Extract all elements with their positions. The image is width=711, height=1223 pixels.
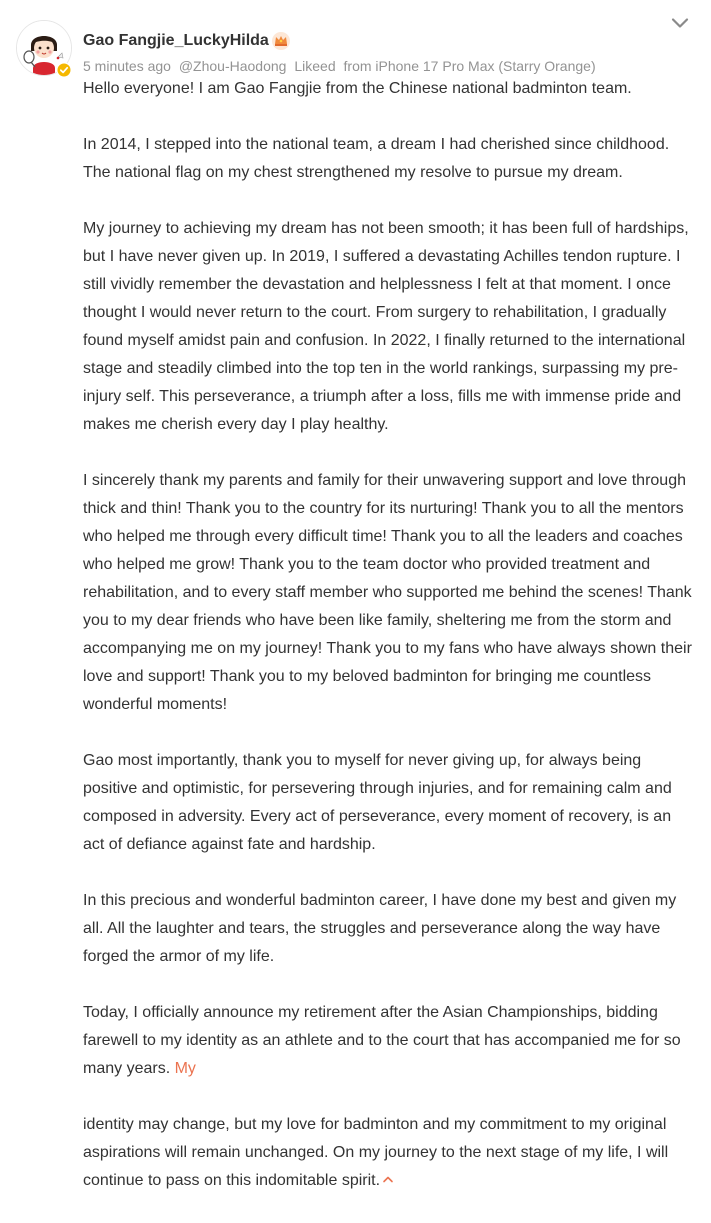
post-paragraph: In 2014, I stepped into the national team, a dream I had cherished since childhood. The national flag on my chest strengthened my resolve to pursue my dream.: [83, 136, 670, 181]
post-paragraph-with-link: [83, 999, 693, 1083]
post-paragraph-text: identity may change, but my love for badminton and my commitment to my original aspirations will remain unchanged. On my journey to the next stage of my life, I will continue to pass on this indomitable spirit.: [83, 1116, 669, 1189]
mention-link[interactable]: @Zhou-Haodong: [178, 58, 287, 74]
post-paragraph: Hello everyone! I am Gao Fangjie from the Chinese national badminton team.: [83, 80, 632, 97]
post-time: 5 minutes ago: [83, 58, 171, 74]
my-link[interactable]: My: [174, 1060, 196, 1077]
post-source: from iPhone 17 Pro Max (Starry Orange): [343, 58, 596, 74]
author-name[interactable]: Gao Fangjie_LuckyHilda: [83, 32, 269, 49]
post-paragraph: I sincerely thank my parents and family for their unwavering support and love through thick and thin! Thank you to the country for its nurturing! Thank you to all the mentors who helped me through every difficult time! Thank you to all the leaders and coaches who helped me grow! Thank you to the team doctor who provided treatment and rehabilitation, and to every staff member who supported me behind the scenes! Thank you to my dear friends who have been like family, sheltering me from the storm and accompanying me on my journey! Thank you to my fans who have always shown their love and support! Thank you to my beloved badminton for bringing me countless wonderful moments!: [83, 472, 692, 713]
post-paragraph-last: [83, 1111, 693, 1195]
post-content: [83, 75, 693, 1223]
post-paragraph: Gao most importantly, thank you to myself for never giving up, for always being positive and optimistic, for persevering through injuries, and for remaining calm and composed in adversity. Every act of perseverance, every moment of recovery, is an act of defiance against fate and hardship.: [83, 752, 672, 853]
crown-icon[interactable]: [270, 31, 292, 51]
post-meta: [83, 57, 596, 75]
post-paragraph: My journey to achieving my dream has not been smooth; it has been full of hardships, but I have never given up. In 2019, I suffered a devastating Achilles tendon rupture. I still vividly remember the devastation and helplessness I felt at that moment. I once thought I would never return to the court. From surgery to rehabilitation, I gradually found myself amidst pain and confusion. In 2022, I finally returned to the international stage and steadily climbed into the top ten in the world rankings, surpassing my pre-injury self. This perseverance, a triumph after a loss, fills me with immense pride and makes me cherish every day I play healthy.: [83, 220, 689, 433]
verified-badge-icon: [56, 62, 72, 78]
chevron-up-icon[interactable]: [382, 1174, 394, 1184]
liked-text: Likeed: [294, 58, 336, 74]
post-paragraph: In this precious and wonderful badminton career, I have done my best and given my all. All the laughter and tears, the struggles and perseverance along the way have forged the armor of my life.: [83, 892, 677, 965]
avatar[interactable]: [16, 20, 72, 76]
chevron-down-icon[interactable]: [671, 16, 689, 30]
post-paragraph-text: Today, I officially announce my retirement after the Asian Championships, bidding farewell to my identity as an athlete and to the court that has accompanied me for so many years.: [83, 1004, 681, 1077]
